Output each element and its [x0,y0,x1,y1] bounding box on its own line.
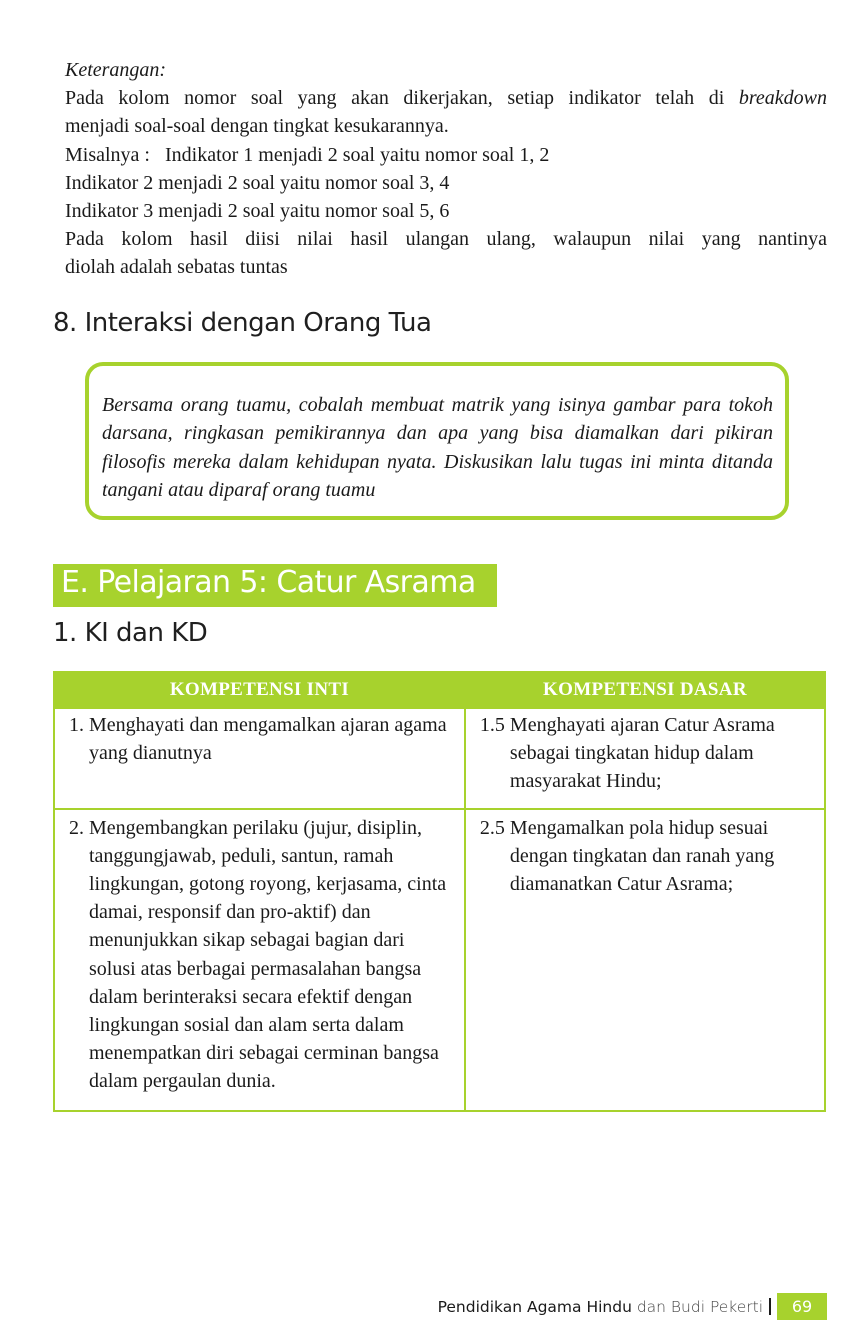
notes-block [65,56,827,282]
ki-text: Menghayati dan mengamalkan ajaran agama yang dianutnya [89,714,447,765]
header-kompetensi-dasar: KOMPETENSI DASAR [465,672,825,708]
kd-number: 2.5 [479,816,510,839]
notes-line-emphasis: breakdown [738,87,827,110]
notes-line: Pada kolom hasil diisi nilai hasil ulangan ulang, walaupun nilai yang nantinya [65,228,827,251]
kd-text: Mengamalkan pola hidup sesuai dengan tingkatan dan ranah yang diamanatkan Catur Asrama; [509,816,775,896]
ki-item [69,814,454,1096]
header-kompetensi-inti: KOMPETENSI INTI [54,672,465,708]
notes-line: Misalnya : Indikator 1 menjadi 2 soal yaitu nomor soal 1, 2 [65,143,550,166]
book-title-light: dan Budi Pekerti [631,1297,763,1316]
section-heading: 8. Interaksi dengan Orang Tua [53,308,432,338]
task-text: Bersama orang tuamu, cobalah membuat matrik yang isinya gambar para tokoh darsana, ringkasan pemikirannya dan apa yang bisa diamalkan dari pikiran filosofis mereka dalam kehidupan nyata. Diskusikan lalu tugas ini minta ditanda tangani atau diparaf orang tuamu [102,394,773,501]
ki-text: Mengembangkan perilaku (jujur, disiplin, tanggungjawab, peduli, santun, ramah lingkungan, gotong royong, kerjasama, cinta damai, responsif dan pro-aktif) dan menunjukkan sikap sebagai bagian dari solusi atas berbagai permasalahan bangsa dalam berinteraksi secara efektif dengan lingkungan sosial dan alam serta dalam menempatkan diri sebagai cerminan bangsa dalam pergaulan dunia. [89,816,447,1093]
section-title: E. Pelajaran 5: Catur Asrama [61,565,476,600]
ki-number: 1. [69,714,89,736]
ki-cell [54,809,465,1111]
notes-line-text: Pada kolom nomor soal yang akan dikerjakan, setiap indikator telah di [65,87,739,110]
book-title-bold: Pendidikan Agama Hindu [437,1297,632,1316]
competency-table [53,671,826,1112]
notes-line [65,84,827,112]
subheading: 1. KI dan KD [53,618,208,648]
kd-text: Menghayati ajaran Catur Asrama sebagai tingkatan hidup dalam masyarakat Hindu; [509,714,775,793]
kd-item [480,814,814,899]
table-header-row [54,672,825,708]
ki-item [69,711,454,767]
notes-line: menjadi soal-soal dengan tingkat kesukarannya. [65,115,449,138]
table-row [54,809,825,1111]
ki-number: 2. [69,816,89,839]
task-box [85,362,789,520]
ki-cell [54,708,465,809]
kd-cell [465,708,825,809]
notes-label: Keterangan: [65,59,167,81]
notes-line: Indikator 3 menjadi 2 soal yaitu nomor soal 5, 6 [65,200,450,223]
notes-line: diolah adalah sebatas tuntas [65,256,288,279]
kd-number: 1.5 [479,714,510,736]
page-footer [438,1293,827,1320]
notes-line: Indikator 2 menjadi 2 soal yaitu nomor soal 3, 4 [65,171,450,194]
kd-item [480,711,814,796]
table-row [54,708,825,809]
kd-cell [465,809,825,1111]
book-title [438,1298,763,1316]
footer-divider [769,1298,771,1315]
page-number: 69 [777,1293,827,1320]
